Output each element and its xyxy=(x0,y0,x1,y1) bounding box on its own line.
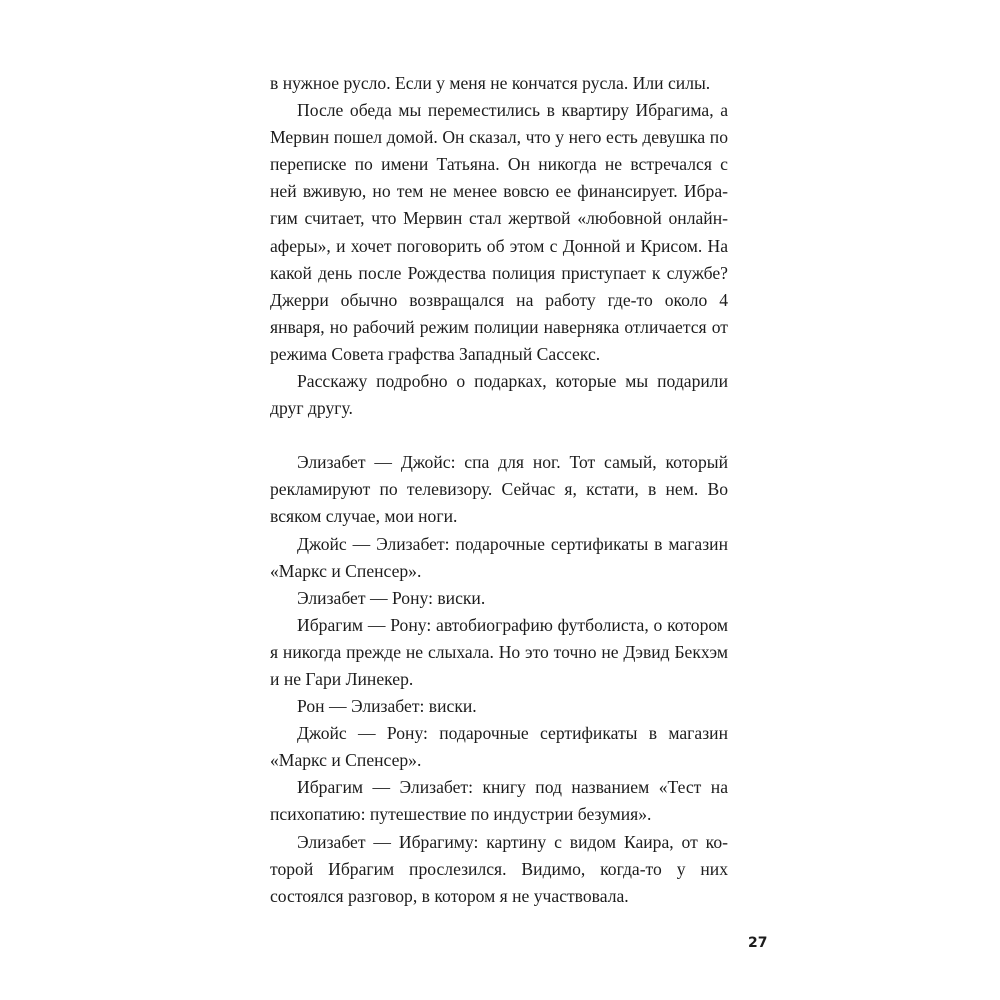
paragraph-mervin: После обеда мы переместились в квартиру Ибрагима, а Мервин пошел домой. Он сказал, что у него есть девушка по переписке по имени Татьяна. Он никогда не встречался с ней вживую, но тем не менее вовсю ее финансирует. Ибрагим считает, что Мервин стал жертвой «любовной онлайнаферы», и хочет поговорить об этом с Донной и Крисом. На какой день после Рождества полиция приступает к службе? Джерри обычно возвращался на работу где-то около 4 января, но рабочий режим полиции наверняка отличается от режима Совета графства Западный Сассекс. xyxy=(270,100,728,364)
gift-list-item: Ибрагим — Рону: автобиографию футболиста, о котором я никогда прежде не слыхала. Но это точно не Дэвид Бекхэм и не Гари Линекер. xyxy=(270,614,728,689)
gift-list-item: Ибрагим — Элизабет: книгу под названием «Тест на психопатию: путешествие по индустрии безумия». xyxy=(270,777,728,825)
body-text xyxy=(270,70,728,910)
gift-list-item: Элизабет — Рону: виски. xyxy=(297,587,486,608)
gift-list-item: Элизабет — Джойс: спа для ног. Тот самый, который рекламируют по телевизору. Сейчас я, кстати, в нем. Во всяком случае, мои ноги. xyxy=(270,452,728,527)
paragraph-continuation: в нужное русло. Если у меня не кончатся русла. Или силы. xyxy=(270,73,711,93)
gift-list-item: Джойс — Рону: подарочные сертификаты в магазин «Маркс и Спенсер». xyxy=(270,723,728,771)
paragraph-gifts-intro: Расскажу подробно о подарках, которые мы подарили друг другу. xyxy=(270,371,728,419)
section-gap xyxy=(270,422,728,449)
gift-list-item: Джойс — Элизабет: подарочные сертификаты в магазин «Маркс и Спенсер». xyxy=(270,533,728,581)
gift-list-item: Рон — Элизабет: виски. xyxy=(297,696,477,717)
page-number: 27 xyxy=(748,935,768,951)
gift-list-item: Элизабет — Ибрагиму: картину с видом Каира, от которой Ибрагим прослезился. Видимо, когда-то у них состоялся разговор, в котором я не участвовала. xyxy=(270,831,728,906)
